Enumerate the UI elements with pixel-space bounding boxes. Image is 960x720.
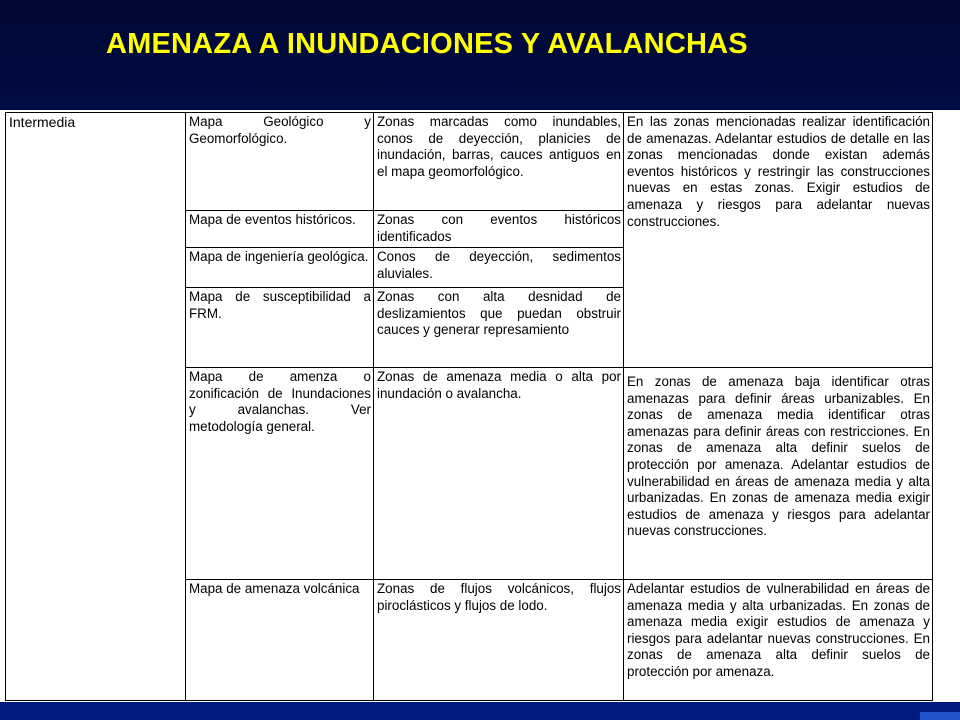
zones-cell: Conos de deyección, sedimentos aluviales. [374, 248, 624, 288]
map-cell: Mapa de amenza o zonificación de Inundaciones y avalanchas. Ver metodología general. [186, 368, 374, 580]
map-cell: Mapa Geológico y Geomorfológico. [186, 113, 374, 211]
zones-cell: Zonas de flujos volcánicos, flujos piroclásticos y flujos de lodo. [374, 580, 624, 701]
corner-decoration [920, 712, 960, 720]
zones-cell: Zonas con eventos históricos identificados [374, 211, 624, 248]
map-cell: Mapa de ingeniería geológica. [186, 248, 374, 288]
hazard-level-cell: Intermedia [6, 113, 186, 701]
map-cell: Mapa de eventos históricos. [186, 211, 374, 248]
recommendation-cell: Adelantar estudios de vulnerabilidad en áreas de amenaza media y alta urbanizadas. En zonas de amenaza media exigir estudios de amenaza y riesgos para adelantar nuevas construcciones. En zonas de amenaza alta definir suelos de protección por amenaza. [624, 580, 933, 701]
recommendation-cell: En las zonas mencionadas realizar identificación de amenazas. Adelantar estudios de detalle en las zonas mencionadas donde existan además eventos históricos y restringir las construcciones nuevas en estas zonas. Exigir estudios de amenaza y riesgos para adelantar nuevas construcciones. [624, 113, 933, 368]
slide-title: AMENAZA A INUNDACIONES Y AVALANCHAS [106, 28, 748, 60]
table-row [6, 113, 933, 211]
hazard-table [5, 112, 933, 701]
table-sheet [0, 110, 960, 702]
recommendation-cell: En zonas de amenaza baja identificar otras amenazas para definir áreas urbanizables. En zonas de amenaza media identificar otras amenazas para definir áreas con restricciones. En zonas de amenaza alta definir suelos de protección por amenaza. Adelantar estudios de vulnerabilidad en áreas de amenaza media y alta urbanizadas. En zonas de amenaza media exigir estudios de amenaza y riesgos para adelantar nuevas construcciones. [624, 368, 933, 580]
map-cell: Mapa de amenaza volcánica [186, 580, 374, 701]
zones-cell: Zonas de amenaza media o alta por inundación o avalancha. [374, 368, 624, 580]
zones-cell: Zonas con alta desnidad de deslizamientos que puedan obstruir cauces y generar represamiento [374, 288, 624, 368]
map-cell: Mapa de susceptibilidad a FRM. [186, 288, 374, 368]
zones-cell: Zonas marcadas como inundables, conos de deyección, planicies de inundación, barras, cauces antiguos en el mapa geomorfológico. [374, 113, 624, 211]
bottom-band [0, 702, 960, 720]
